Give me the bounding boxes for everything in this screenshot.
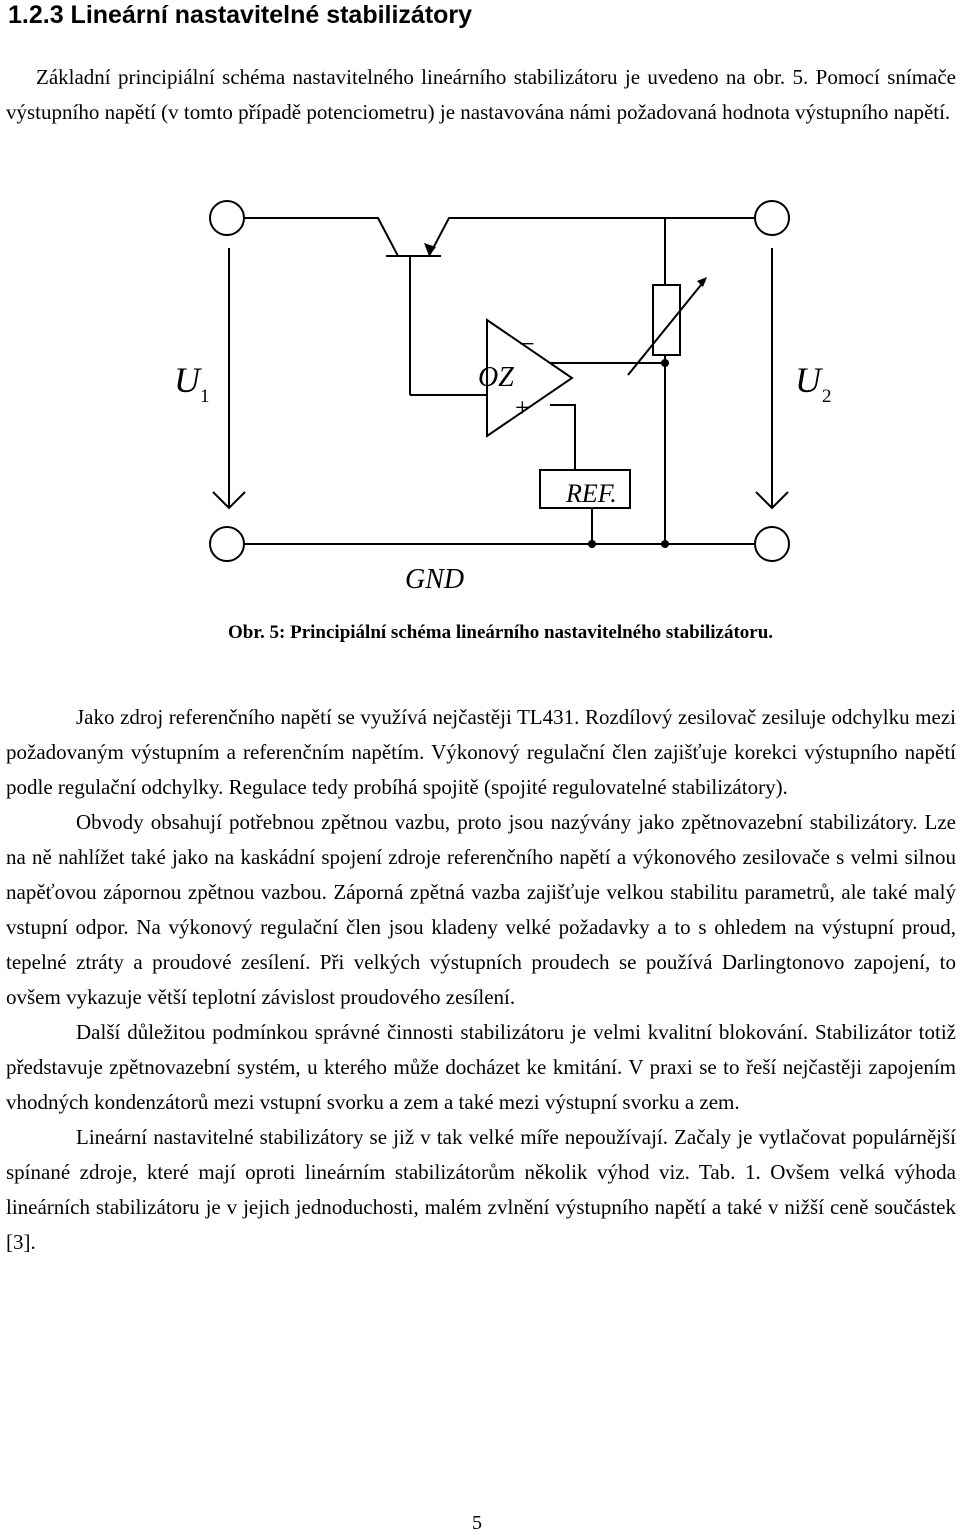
junction-dot-feedback: [661, 359, 669, 367]
paragraph: Jako zdroj referenčního napětí se využívá nejčastěji TL431. Rozdílový zesilovač zesiluje odchylku mezi požadovaným výstupním a referenčním napětím. Výkonový regulační člen zajišťuje korekci výstupního napětí podle regulační odchylky. Regulace tedy probíhá spojitě (spojité regulovatelné stabilizátory).: [6, 705, 956, 799]
input-terminal-top: [210, 201, 244, 235]
page-number: 5: [472, 1512, 482, 1534]
paragraph: Další důležitou podmínkou správné činnosti stabilizátoru je velmi kvalitní blokování. Stabilizátor totiž představuje zpětnovazební systém, u kterého může docházet ke kmitání. V praxi se to řeší nejčastěji zapojením vhodných kondenzátorů mezi vstupní svorku a zem a také mezi výstupní svorku a zem.: [6, 1020, 956, 1114]
output-terminal-top: [755, 201, 789, 235]
figure-caption: Obr. 5: Principiální schéma lineárního nastavitelného stabilizátoru.: [228, 622, 774, 643]
u2-subscript: 2: [822, 386, 832, 407]
junction-dot-pot: [661, 540, 669, 548]
opamp-label: OZ: [478, 362, 514, 393]
top-rail-right: [429, 218, 755, 256]
opamp-minus-sign: −: [519, 329, 535, 360]
reference-label: REF.: [566, 479, 617, 508]
gnd-label: GND: [405, 564, 465, 595]
input-terminal-bottom: [210, 527, 244, 561]
paragraph: Obvody obsahují potřebnou zpětnou vazbu, proto jsou nazývány jako zpětnovazební stabilizátory. Lze na ně nahlížet také jako na kaskádní spojení zdroje referenčního napětí a výkonového zesilovače s velmi silnou napěťovou zápornou zpětnou vazbou. Záporná zpětná vazba zajišťuje velkou stabilitu parametrů, ale také malý vstupní odpor. Na výkonový regulační člen jsou kladeny velké požadavky a to s ohledem na výstupní proud, tepelné ztráty a proudové zesílení. Při velkých výstupních proudech se používá Darlingtonovo zapojení, to ovšem vykazuje větší teplotní závislost proudového zesílení.: [6, 810, 956, 1009]
top-rail-left: [244, 218, 398, 256]
potentiometer: [653, 285, 680, 355]
opamp-plus-sign: +: [515, 393, 530, 422]
intro-paragraph: Základní principiální schéma nastavitelného lineárního stabilizátoru je uvedeno na obr. 5. Pomocí snímače výstupního napětí (v tomto případě potenciometru) je nastavována námi požadovaná hodnota výstupního napětí.: [6, 65, 956, 124]
body-text: [6, 700, 956, 1260]
opamp-plus-lead: [550, 405, 575, 470]
junction-dot-ground: [588, 540, 596, 548]
output-terminal-bottom: [755, 527, 789, 561]
pot-arrowhead: [697, 277, 707, 287]
u1-label: U: [174, 360, 200, 400]
section-heading: 1.2.3 Lineární nastavitelné stabilizátory: [8, 1, 473, 29]
paragraph: Lineární nastavitelné stabilizátory se již v tak velké míře nepoužívají. Začaly je vytlačovat populárnější spínané zdroje, které mají oproti lineárním stabilizátorům několik výhod viz. Tab. 1. Ovšem velká výhoda lineárních stabilizátoru je v jejich jednoduchosti, malém zvlnění výstupního napětí a také v nižší ceně součástek [3].: [6, 1125, 956, 1254]
circuit-diagram: [0, 190, 960, 610]
u2-label: U: [795, 360, 821, 400]
u1-subscript: 1: [200, 386, 210, 407]
